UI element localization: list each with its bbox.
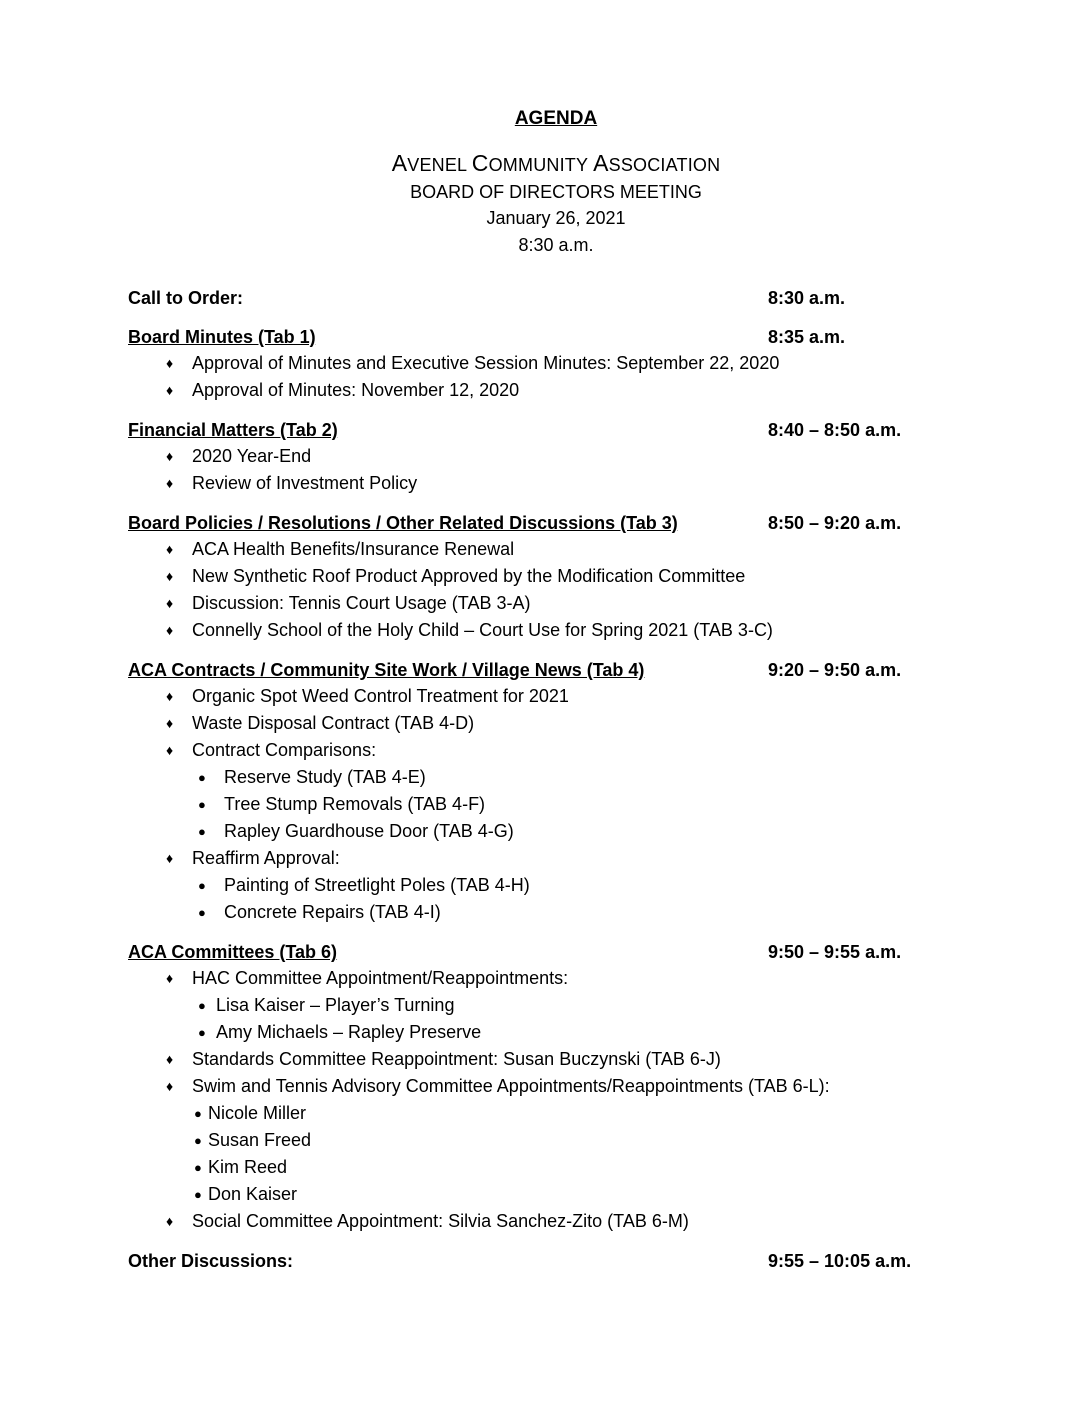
sub-item-wrapper bbox=[128, 1100, 928, 1208]
agenda-item bbox=[128, 710, 928, 737]
agenda-item-text: Discussion: Tennis Court Usage (TAB 3-A) bbox=[192, 593, 531, 613]
sub-item-wrapper bbox=[128, 872, 928, 926]
item-list bbox=[128, 683, 928, 926]
sub-item bbox=[128, 791, 928, 818]
sub-item bbox=[128, 1154, 928, 1181]
section-header bbox=[128, 417, 928, 443]
org-word-association: SSOCIATION bbox=[608, 155, 721, 175]
sub-item-list bbox=[128, 872, 928, 926]
sub-item-text: Concrete Repairs (TAB 4-I) bbox=[224, 902, 441, 922]
diamond-bullet-icon: ♦ bbox=[166, 970, 174, 986]
org-initial-a2: A bbox=[593, 150, 609, 176]
round-bullet-icon: ● bbox=[198, 998, 206, 1013]
section-title: Board Minutes (Tab 1) bbox=[128, 327, 316, 347]
section-title: ACA Contracts / Community Site Work / Village News (Tab 4) bbox=[128, 660, 645, 680]
agenda-item-text: Approval of Minutes and Executive Session Minutes: September 22, 2020 bbox=[192, 353, 780, 373]
round-bullet-icon: ● bbox=[194, 1187, 202, 1202]
section-time: 9:50 – 9:55 a.m. bbox=[768, 942, 902, 962]
round-bullet-icon: ● bbox=[194, 1133, 202, 1148]
sub-item bbox=[128, 818, 928, 845]
agenda-item bbox=[128, 377, 928, 404]
round-bullet-icon: ● bbox=[198, 878, 206, 893]
meeting-time: 8:30 a.m. bbox=[518, 235, 594, 255]
round-bullet-icon: ● bbox=[198, 797, 206, 812]
round-bullet-icon: ● bbox=[198, 824, 206, 839]
agenda-item bbox=[128, 1046, 928, 1073]
agenda-item bbox=[128, 965, 928, 992]
section-title: ACA Committees (Tab 6) bbox=[128, 942, 338, 962]
sub-item-text: Tree Stump Removals (TAB 4-F) bbox=[224, 794, 486, 814]
section-title: Other Discussions: bbox=[128, 1251, 294, 1271]
round-bullet-icon: ● bbox=[198, 1025, 206, 1040]
diamond-bullet-icon: ♦ bbox=[166, 355, 174, 371]
organization-name bbox=[0, 150, 1088, 177]
section-time: 9:55 – 10:05 a.m. bbox=[768, 1251, 912, 1271]
agenda-item-text: Contract Comparisons: bbox=[192, 740, 377, 760]
meeting-title: BOARD OF DIRECTORS MEETING bbox=[410, 182, 702, 202]
diamond-bullet-icon: ♦ bbox=[166, 475, 174, 491]
agenda-item-text: Organic Spot Weed Control Treatment for 2021 bbox=[192, 686, 569, 706]
sub-item bbox=[128, 992, 928, 1019]
section-time: 9:20 – 9:50 a.m. bbox=[768, 660, 902, 680]
diamond-bullet-icon: ♦ bbox=[166, 382, 174, 398]
sub-item bbox=[128, 764, 928, 791]
org-initial-c: C bbox=[471, 150, 489, 176]
agenda-item bbox=[128, 350, 928, 377]
diamond-bullet-icon: ♦ bbox=[166, 1051, 174, 1067]
meeting-date: January 26, 2021 bbox=[486, 208, 626, 228]
agenda-item bbox=[128, 536, 928, 563]
agenda-item-text: Social Committee Appointment: Silvia Sanchez-Zito (TAB 6-M) bbox=[192, 1211, 689, 1231]
agenda-item bbox=[128, 563, 928, 590]
agenda-section bbox=[128, 939, 928, 1235]
agenda-item bbox=[128, 683, 928, 710]
agenda-item-text: Review of Investment Policy bbox=[192, 473, 418, 493]
agenda-section bbox=[128, 510, 928, 644]
agenda-item-text: 2020 Year-End bbox=[192, 446, 312, 466]
round-bullet-icon: ● bbox=[198, 770, 206, 785]
diamond-bullet-icon: ♦ bbox=[166, 448, 174, 464]
agenda-item-text: Reaffirm Approval: bbox=[192, 848, 340, 868]
agenda-item bbox=[128, 737, 928, 764]
diamond-bullet-icon: ♦ bbox=[166, 595, 174, 611]
org-initial-a: A bbox=[391, 150, 408, 176]
agenda-item-text: HAC Committee Appointment/Reappointments: bbox=[192, 968, 569, 988]
section-title: Board Policies / Resolutions / Other Related Discussions (Tab 3) bbox=[128, 513, 678, 533]
agenda-item bbox=[128, 617, 928, 644]
agenda-section bbox=[128, 324, 928, 404]
section-header bbox=[128, 657, 928, 683]
agenda-sections bbox=[128, 285, 928, 1287]
agenda-item-text: ACA Health Benefits/Insurance Renewal bbox=[192, 539, 515, 559]
sub-item-text: Painting of Streetlight Poles (TAB 4-H) bbox=[224, 875, 530, 895]
agenda-section bbox=[128, 285, 928, 311]
section-header bbox=[128, 1248, 928, 1274]
diamond-bullet-icon: ♦ bbox=[166, 568, 174, 584]
sub-item-text: Reserve Study (TAB 4-E) bbox=[224, 767, 426, 787]
round-bullet-icon: ● bbox=[194, 1160, 202, 1175]
section-header bbox=[128, 285, 928, 311]
diamond-bullet-icon: ♦ bbox=[166, 541, 174, 557]
sub-item-list bbox=[128, 764, 928, 845]
diamond-bullet-icon: ♦ bbox=[166, 688, 174, 704]
round-bullet-icon: ● bbox=[198, 905, 206, 920]
sub-item bbox=[128, 1019, 928, 1046]
section-time: 8:30 a.m. bbox=[768, 288, 846, 308]
section-header bbox=[128, 324, 928, 350]
agenda-item-text: Swim and Tennis Advisory Committee Appointments/Reappointments (TAB 6-L): bbox=[192, 1076, 830, 1096]
sub-item bbox=[128, 1181, 928, 1208]
org-word-community: OMMUNITY bbox=[488, 155, 594, 175]
sub-item-list bbox=[128, 1100, 928, 1208]
agenda-item bbox=[128, 1073, 928, 1100]
sub-item bbox=[128, 1127, 928, 1154]
agenda-section bbox=[128, 657, 928, 926]
agenda-title: AGENDA bbox=[514, 108, 598, 129]
agenda-item bbox=[128, 443, 928, 470]
sub-item-text: Amy Michaels – Rapley Preserve bbox=[216, 1022, 482, 1042]
item-list bbox=[128, 443, 928, 497]
agenda-section bbox=[128, 1248, 928, 1274]
agenda-item bbox=[128, 845, 928, 872]
agenda-item bbox=[128, 590, 928, 617]
sub-item bbox=[128, 1100, 928, 1127]
sub-item-text: Lisa Kaiser – Player’s Turning bbox=[216, 995, 455, 1015]
sub-item-text: Nicole Miller bbox=[208, 1103, 307, 1123]
agenda-item bbox=[128, 470, 928, 497]
section-header bbox=[128, 939, 928, 965]
agenda-item-text: New Synthetic Roof Product Approved by the Modification Committee bbox=[192, 566, 746, 586]
section-title: Financial Matters (Tab 2) bbox=[128, 420, 338, 440]
sub-item bbox=[128, 899, 928, 926]
item-list bbox=[128, 350, 928, 404]
diamond-bullet-icon: ♦ bbox=[166, 1078, 174, 1094]
agenda-item-text: Standards Committee Reappointment: Susan Buczynski (TAB 6-J) bbox=[192, 1049, 721, 1069]
diamond-bullet-icon: ♦ bbox=[166, 715, 174, 731]
item-list bbox=[128, 536, 928, 644]
diamond-bullet-icon: ♦ bbox=[166, 850, 174, 866]
agenda-item-text: Connelly School of the Holy Child – Court Use for Spring 2021 (TAB 3-C) bbox=[192, 620, 773, 640]
agenda-section bbox=[128, 417, 928, 497]
sub-item-text: Susan Freed bbox=[208, 1130, 312, 1150]
round-bullet-icon: ● bbox=[194, 1106, 202, 1121]
diamond-bullet-icon: ♦ bbox=[166, 622, 174, 638]
org-word-venel: VENEL bbox=[407, 155, 472, 175]
sub-item-wrapper bbox=[128, 764, 928, 845]
sub-item-text: Rapley Guardhouse Door (TAB 4-G) bbox=[224, 821, 514, 841]
agenda-item bbox=[128, 1208, 928, 1235]
section-time: 8:35 a.m. bbox=[768, 327, 846, 347]
sub-item bbox=[128, 872, 928, 899]
agenda-item-text: Waste Disposal Contract (TAB 4-D) bbox=[192, 713, 475, 733]
section-title: Call to Order: bbox=[128, 288, 244, 308]
item-list bbox=[128, 965, 928, 1235]
sub-item-list bbox=[128, 992, 928, 1046]
diamond-bullet-icon: ♦ bbox=[166, 1213, 174, 1229]
section-time: 8:40 – 8:50 a.m. bbox=[768, 420, 902, 440]
sub-item-text: Don Kaiser bbox=[208, 1184, 298, 1204]
sub-item-wrapper bbox=[128, 992, 928, 1046]
diamond-bullet-icon: ♦ bbox=[166, 742, 174, 758]
section-time: 8:50 – 9:20 a.m. bbox=[768, 513, 902, 533]
agenda-item-text: Approval of Minutes: November 12, 2020 bbox=[192, 380, 520, 400]
sub-item-text: Kim Reed bbox=[208, 1157, 288, 1177]
section-header bbox=[128, 510, 928, 536]
